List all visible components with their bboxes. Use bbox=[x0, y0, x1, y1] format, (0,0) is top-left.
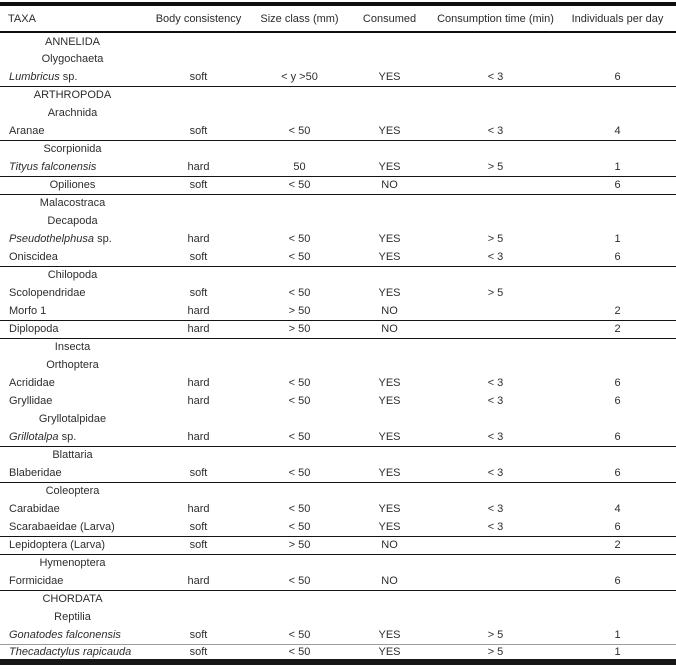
consumption-time-cell: < 3 bbox=[487, 124, 504, 137]
consumed-cell bbox=[347, 32, 432, 50]
table-row bbox=[0, 248, 676, 266]
consumption-time-cell bbox=[432, 572, 559, 590]
taxa-cell: CHORDATA bbox=[42, 593, 103, 606]
size-class-cell bbox=[252, 50, 347, 68]
body-consistency-cell bbox=[145, 50, 252, 68]
table-row bbox=[0, 572, 676, 590]
consumption-time-cell bbox=[432, 608, 559, 626]
individuals-per-day-cell bbox=[559, 284, 676, 302]
size-class-cell: < 50 bbox=[288, 287, 311, 299]
table-row bbox=[0, 644, 676, 662]
body-consistency-cell: soft bbox=[189, 628, 208, 641]
taxa-cell: Scorpionida bbox=[43, 143, 102, 156]
table-row bbox=[0, 32, 676, 50]
taxa-cell: Oniscidea bbox=[9, 250, 58, 263]
table-row bbox=[0, 176, 676, 194]
individuals-per-day-cell bbox=[559, 410, 676, 428]
table-row bbox=[0, 536, 676, 554]
size-class-cell: > 50 bbox=[288, 323, 311, 335]
consumed-cell bbox=[347, 194, 432, 212]
individuals-per-day-cell: 6 bbox=[614, 179, 621, 191]
body-consistency-cell: hard bbox=[187, 377, 210, 389]
consumption-time-cell: < 3 bbox=[487, 520, 504, 533]
consumed-cell bbox=[347, 266, 432, 284]
individuals-per-day-cell bbox=[559, 266, 676, 284]
consumption-time-cell: < 3 bbox=[487, 503, 504, 515]
table-row bbox=[0, 158, 676, 176]
consumed-cell bbox=[347, 140, 432, 158]
taxa-cell: ANNELIDA bbox=[44, 35, 101, 48]
consumption-time-cell: > 5 bbox=[487, 287, 504, 299]
consumed-cell: YES bbox=[378, 377, 401, 389]
taxa-cell: Aranae bbox=[9, 124, 45, 137]
size-class-cell bbox=[252, 356, 347, 374]
consumption-time-cell: < 3 bbox=[487, 466, 504, 479]
individuals-per-day-cell bbox=[559, 50, 676, 68]
consumed-cell: YES bbox=[378, 250, 401, 263]
size-class-cell bbox=[252, 212, 347, 230]
table-row bbox=[0, 320, 676, 338]
body-consistency-cell: soft bbox=[189, 179, 208, 191]
consumption-time-cell bbox=[432, 446, 559, 464]
size-class-cell: < 50 bbox=[288, 645, 311, 658]
individuals-per-day-cell: 1 bbox=[614, 645, 621, 658]
taxa-cell: Insecta bbox=[54, 341, 91, 354]
size-class-cell: < y >50 bbox=[281, 70, 318, 83]
consumption-time-cell bbox=[432, 212, 559, 230]
table-row bbox=[0, 230, 676, 248]
individuals-per-day-cell bbox=[559, 338, 676, 356]
consumption-time-cell bbox=[432, 482, 559, 500]
individuals-per-day-cell bbox=[559, 356, 676, 374]
consumption-time-cell: < 3 bbox=[487, 250, 504, 263]
header-row bbox=[0, 4, 676, 32]
body-consistency-cell bbox=[145, 140, 252, 158]
consumption-time-cell bbox=[432, 104, 559, 122]
body-consistency-cell bbox=[145, 266, 252, 284]
table-row bbox=[0, 122, 676, 140]
body-consistency-cell: hard bbox=[187, 574, 210, 587]
body-consistency-cell: soft bbox=[189, 466, 208, 479]
consumed-cell bbox=[347, 86, 432, 104]
size-class-cell bbox=[252, 608, 347, 626]
consumption-time-cell bbox=[432, 140, 559, 158]
table-row bbox=[0, 194, 676, 212]
taxa-cell: Blaberidae bbox=[9, 466, 62, 479]
consumed-cell: YES bbox=[378, 430, 401, 443]
taxa-cell: Chilopoda bbox=[47, 269, 98, 282]
size-class-cell: < 50 bbox=[288, 233, 311, 245]
size-class-cell bbox=[252, 446, 347, 464]
size-class-cell bbox=[252, 32, 347, 50]
body-consistency-cell: soft bbox=[189, 645, 208, 658]
taxa-cell: Scarabaeidae (Larva) bbox=[9, 520, 115, 533]
individuals-per-day-cell: 6 bbox=[614, 377, 621, 389]
body-consistency-cell bbox=[145, 410, 252, 428]
col-header-size-class: Size class (mm) bbox=[260, 12, 339, 25]
body-consistency-cell bbox=[145, 608, 252, 626]
consumed-cell: YES bbox=[378, 645, 401, 658]
taxa-cell: Lumbricus sp. bbox=[9, 70, 78, 83]
consumed-cell: NO bbox=[381, 304, 398, 317]
consumed-cell bbox=[347, 608, 432, 626]
consumed-cell: YES bbox=[378, 70, 401, 83]
consumed-cell: YES bbox=[378, 124, 401, 137]
body-consistency-cell bbox=[145, 104, 252, 122]
size-class-cell: < 50 bbox=[288, 628, 311, 641]
individuals-per-day-cell bbox=[559, 140, 676, 158]
diet-table bbox=[0, 2, 676, 665]
size-class-cell: < 50 bbox=[288, 503, 311, 515]
individuals-per-day-cell bbox=[559, 86, 676, 104]
table-row bbox=[0, 212, 676, 230]
body-consistency-cell bbox=[145, 356, 252, 374]
table-row bbox=[0, 140, 676, 158]
individuals-per-day-cell bbox=[559, 446, 676, 464]
taxa-cell: Arachnida bbox=[47, 107, 98, 119]
consumption-time-cell: < 3 bbox=[487, 395, 504, 407]
taxa-cell: Malacostraca bbox=[39, 197, 106, 210]
size-class-cell: < 50 bbox=[288, 179, 311, 191]
size-class-cell bbox=[252, 140, 347, 158]
taxa-cell: Pseudothelphusa sp. bbox=[9, 233, 112, 245]
col-header-taxa: TAXA bbox=[8, 12, 36, 25]
consumption-time-cell bbox=[432, 86, 559, 104]
body-consistency-cell: hard bbox=[187, 503, 210, 515]
consumption-time-cell bbox=[432, 356, 559, 374]
table-row bbox=[0, 608, 676, 626]
body-consistency-cell: soft bbox=[189, 124, 208, 137]
taxa-cell: Olygochaeta bbox=[41, 53, 104, 65]
consumed-cell: YES bbox=[378, 466, 401, 479]
individuals-per-day-cell: 1 bbox=[614, 160, 621, 173]
body-consistency-cell bbox=[145, 32, 252, 50]
size-class-cell: < 50 bbox=[288, 377, 311, 389]
body-consistency-cell bbox=[145, 338, 252, 356]
taxa-cell: Orthoptera bbox=[46, 359, 99, 371]
table-row bbox=[0, 266, 676, 284]
consumed-cell bbox=[347, 104, 432, 122]
taxa-cell: Formicidae bbox=[9, 574, 64, 587]
individuals-per-day-cell: 2 bbox=[614, 539, 621, 551]
taxa-cell: Thecadactylus rapicauda bbox=[9, 645, 132, 658]
consumption-time-cell bbox=[432, 554, 559, 572]
size-class-cell bbox=[252, 338, 347, 356]
taxa-cell: Gryllotalpidae bbox=[38, 413, 107, 425]
consumed-cell bbox=[347, 50, 432, 68]
size-class-cell: < 50 bbox=[288, 250, 311, 263]
consumption-time-cell: > 5 bbox=[487, 645, 504, 658]
consumed-cell: YES bbox=[378, 287, 401, 299]
body-consistency-cell: hard bbox=[187, 304, 210, 317]
body-consistency-cell: soft bbox=[189, 520, 208, 533]
consumed-cell bbox=[347, 590, 432, 608]
table-row bbox=[0, 50, 676, 68]
body-consistency-cell: hard bbox=[187, 160, 210, 173]
individuals-per-day-cell bbox=[559, 554, 676, 572]
individuals-per-day-cell: 1 bbox=[614, 628, 621, 641]
consumed-cell bbox=[347, 446, 432, 464]
size-class-cell bbox=[252, 194, 347, 212]
taxa-cell: Morfo 1 bbox=[9, 304, 47, 317]
consumed-cell: NO bbox=[381, 539, 398, 551]
table-row bbox=[0, 464, 676, 482]
consumed-cell: NO bbox=[381, 323, 398, 335]
size-class-cell: < 50 bbox=[288, 124, 311, 137]
consumption-time-cell bbox=[432, 32, 559, 50]
body-consistency-cell: hard bbox=[187, 323, 210, 335]
size-class-cell: < 50 bbox=[288, 520, 311, 533]
individuals-per-day-cell bbox=[559, 212, 676, 230]
individuals-per-day-cell: 6 bbox=[614, 520, 621, 533]
body-consistency-cell: soft bbox=[189, 70, 208, 83]
table-row bbox=[0, 500, 676, 518]
individuals-per-day-cell: 6 bbox=[614, 70, 621, 83]
body-consistency-cell bbox=[145, 482, 252, 500]
taxa-cell: Grillotalpa sp. bbox=[9, 430, 77, 443]
taxa-cell: Blattaria bbox=[52, 449, 93, 462]
consumption-time-cell: < 3 bbox=[487, 70, 504, 83]
individuals-per-day-cell bbox=[559, 608, 676, 626]
size-class-cell: > 50 bbox=[288, 539, 311, 551]
consumption-time-cell bbox=[432, 590, 559, 608]
body-consistency-cell bbox=[145, 86, 252, 104]
individuals-per-day-cell: 4 bbox=[614, 503, 621, 515]
consumed-cell bbox=[347, 554, 432, 572]
body-consistency-cell: hard bbox=[187, 395, 210, 407]
table-row bbox=[0, 356, 676, 374]
consumption-time-cell: < 3 bbox=[487, 430, 504, 443]
col-header-body-consistency: Body consistency bbox=[155, 12, 242, 25]
size-class-cell: > 50 bbox=[288, 304, 311, 317]
individuals-per-day-cell: 2 bbox=[614, 323, 621, 335]
table-row bbox=[0, 302, 676, 320]
table-row bbox=[0, 410, 676, 428]
taxa-cell: Diplopoda bbox=[9, 323, 59, 335]
taxa-cell: Carabidae bbox=[9, 503, 60, 515]
size-class-cell bbox=[252, 554, 347, 572]
table-row bbox=[0, 446, 676, 464]
individuals-per-day-cell: 1 bbox=[614, 233, 621, 245]
consumed-cell: YES bbox=[378, 395, 401, 407]
individuals-per-day-cell bbox=[559, 32, 676, 50]
table-row bbox=[0, 626, 676, 644]
consumed-cell: YES bbox=[378, 160, 401, 173]
taxa-cell: Tityus falconensis bbox=[9, 160, 97, 173]
body-consistency-cell bbox=[145, 194, 252, 212]
table-row bbox=[0, 374, 676, 392]
size-class-cell bbox=[252, 104, 347, 122]
taxa-cell: Scolopendridae bbox=[9, 287, 86, 299]
consumed-cell: YES bbox=[378, 628, 401, 641]
individuals-per-day-cell bbox=[559, 590, 676, 608]
table-row bbox=[0, 590, 676, 608]
consumption-time-cell bbox=[432, 320, 559, 338]
individuals-per-day-cell: 6 bbox=[614, 466, 621, 479]
consumption-time-cell bbox=[432, 50, 559, 68]
taxa-cell: Opiliones bbox=[49, 179, 96, 191]
individuals-per-day-cell: 6 bbox=[614, 395, 621, 407]
size-class-cell: < 50 bbox=[288, 466, 311, 479]
size-class-cell bbox=[252, 86, 347, 104]
size-class-cell: 50 bbox=[293, 160, 306, 173]
consumed-cell: NO bbox=[381, 574, 398, 587]
table-row bbox=[0, 554, 676, 572]
consumed-cell bbox=[347, 338, 432, 356]
individuals-per-day-cell: 6 bbox=[614, 250, 621, 263]
body-consistency-cell: soft bbox=[189, 250, 208, 263]
taxa-cell: Acrididae bbox=[9, 377, 55, 389]
individuals-per-day-cell bbox=[559, 482, 676, 500]
taxa-cell: Decapoda bbox=[47, 215, 98, 227]
body-consistency-cell bbox=[145, 554, 252, 572]
body-consistency-cell: soft bbox=[189, 539, 208, 551]
body-consistency-cell: hard bbox=[187, 233, 210, 245]
consumption-time-cell bbox=[432, 194, 559, 212]
consumption-time-cell bbox=[432, 302, 559, 320]
size-class-cell: < 50 bbox=[288, 574, 311, 587]
individuals-per-day-cell: 4 bbox=[614, 124, 621, 137]
size-class-cell bbox=[252, 266, 347, 284]
consumption-time-cell bbox=[432, 266, 559, 284]
consumed-cell bbox=[347, 356, 432, 374]
consumption-time-cell bbox=[432, 176, 559, 194]
consumption-time-cell: > 5 bbox=[487, 628, 504, 641]
consumed-cell bbox=[347, 212, 432, 230]
body-consistency-cell bbox=[145, 446, 252, 464]
table-row bbox=[0, 392, 676, 410]
consumed-cell: YES bbox=[378, 233, 401, 245]
consumed-cell bbox=[347, 482, 432, 500]
consumption-time-cell: < 3 bbox=[487, 377, 504, 389]
table-row bbox=[0, 338, 676, 356]
table-row bbox=[0, 284, 676, 302]
size-class-cell: < 50 bbox=[288, 395, 311, 407]
table-row bbox=[0, 86, 676, 104]
consumed-cell bbox=[347, 410, 432, 428]
individuals-per-day-cell bbox=[559, 194, 676, 212]
col-header-individuals-per-day: Individuals per day bbox=[571, 12, 664, 25]
consumption-time-cell: > 5 bbox=[487, 160, 504, 173]
table-row bbox=[0, 428, 676, 446]
taxa-cell: Gryllidae bbox=[9, 395, 53, 407]
body-consistency-cell: soft bbox=[189, 287, 208, 299]
col-header-consumption-time: Consumption time (min) bbox=[437, 12, 554, 25]
size-class-cell: < 50 bbox=[288, 430, 311, 443]
consumption-time-cell: > 5 bbox=[487, 233, 504, 245]
body-consistency-cell bbox=[145, 212, 252, 230]
size-class-cell bbox=[252, 590, 347, 608]
consumed-cell: YES bbox=[378, 520, 401, 533]
table-row bbox=[0, 518, 676, 536]
size-class-cell bbox=[252, 482, 347, 500]
consumption-time-cell bbox=[432, 410, 559, 428]
table-row bbox=[0, 68, 676, 86]
taxa-cell: Coleoptera bbox=[45, 485, 100, 498]
table-body bbox=[0, 32, 676, 662]
consumed-cell: NO bbox=[381, 179, 398, 191]
individuals-per-day-cell: 6 bbox=[614, 574, 621, 587]
consumed-cell: YES bbox=[378, 503, 401, 515]
body-consistency-cell bbox=[145, 590, 252, 608]
body-consistency-cell: hard bbox=[187, 430, 210, 443]
col-header-consumed: Consumed bbox=[362, 12, 417, 25]
consumption-time-cell bbox=[432, 536, 559, 554]
taxa-cell: ARTHROPODA bbox=[33, 89, 112, 102]
individuals-per-day-cell bbox=[559, 104, 676, 122]
table-row bbox=[0, 482, 676, 500]
size-class-cell bbox=[252, 410, 347, 428]
consumption-time-cell bbox=[432, 338, 559, 356]
individuals-per-day-cell: 6 bbox=[614, 430, 621, 443]
taxa-cell: Gonatodes falconensis bbox=[9, 628, 121, 641]
taxa-cell: Lepidoptera (Larva) bbox=[9, 539, 106, 551]
taxa-cell: Hymenoptera bbox=[39, 557, 106, 570]
table-row bbox=[0, 104, 676, 122]
taxa-cell: Reptilia bbox=[54, 611, 91, 623]
individuals-per-day-cell: 2 bbox=[614, 304, 621, 317]
